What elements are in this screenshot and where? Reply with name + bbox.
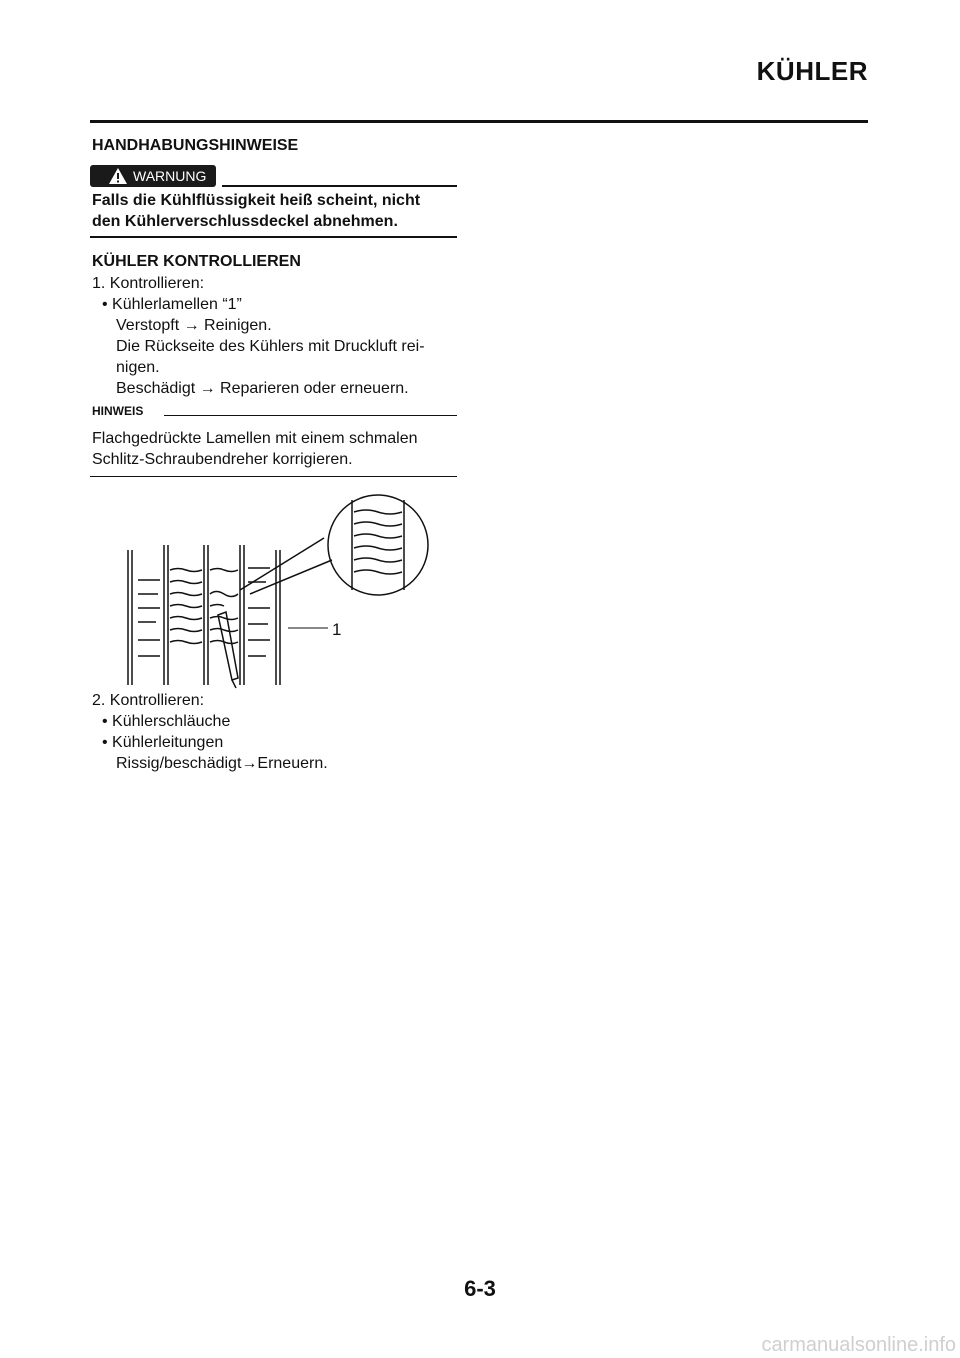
page-title: KÜHLER [756,56,868,86]
header-rule [90,120,868,123]
warning-label: WARNUNG [133,168,207,184]
text-compressed-air: Die Rückseite des Kühlers mit Druckluft rei- [116,338,425,355]
hint-label: HINWEIS [92,404,144,418]
bullet-pipes: • Kühlerleitungen [102,734,224,751]
page-number: 6-3 [464,1276,496,1301]
warning-badge [90,165,216,187]
hint-line-2: Schlitz-Schraubendreher korrigieren. [92,451,353,468]
watermark: carmanualsonline.info [761,1334,956,1356]
bullet-hoses: • Kühlerschläuche [102,713,231,730]
section-heading-check: KÜHLER KONTROLLIEREN [92,253,301,270]
warning-line-1: Falls die Kühlflüssigkeit heiß scheint, nicht [92,192,421,209]
warning-triangle-icon [108,167,128,185]
warning-rule [222,185,457,187]
warning-bottom-rule [90,236,457,238]
section-heading-handling: HANDHABUNGSHINWEISE [92,137,299,154]
warning-text [92,190,462,232]
radiator-fin-illustration [110,490,440,690]
text-damaged: Beschädigt → Reparieren oder erneuern. [116,380,409,397]
hint-rule [164,415,457,416]
text-compressed-air-cont: nigen. [116,359,160,376]
bullet-fins: • Kühlerlamellen “1” [102,296,242,313]
warning-line-2: den Kühlerverschlussdeckel abnehmen. [92,213,398,230]
figure-callout-label: 1 [332,620,342,639]
step-2: 2. Kontrollieren: [92,692,205,709]
text-clogged: Verstopft → Reinigen. [116,317,272,334]
hint-bottom-rule [90,476,457,477]
step-1: 1. Kontrollieren: [92,275,205,292]
hint-text [92,428,462,470]
text-cracked: Rissig/beschädigt→Erneuern. [116,755,328,772]
hint-line-1: Flachgedrückte Lamellen mit einem schmalen [92,430,418,447]
